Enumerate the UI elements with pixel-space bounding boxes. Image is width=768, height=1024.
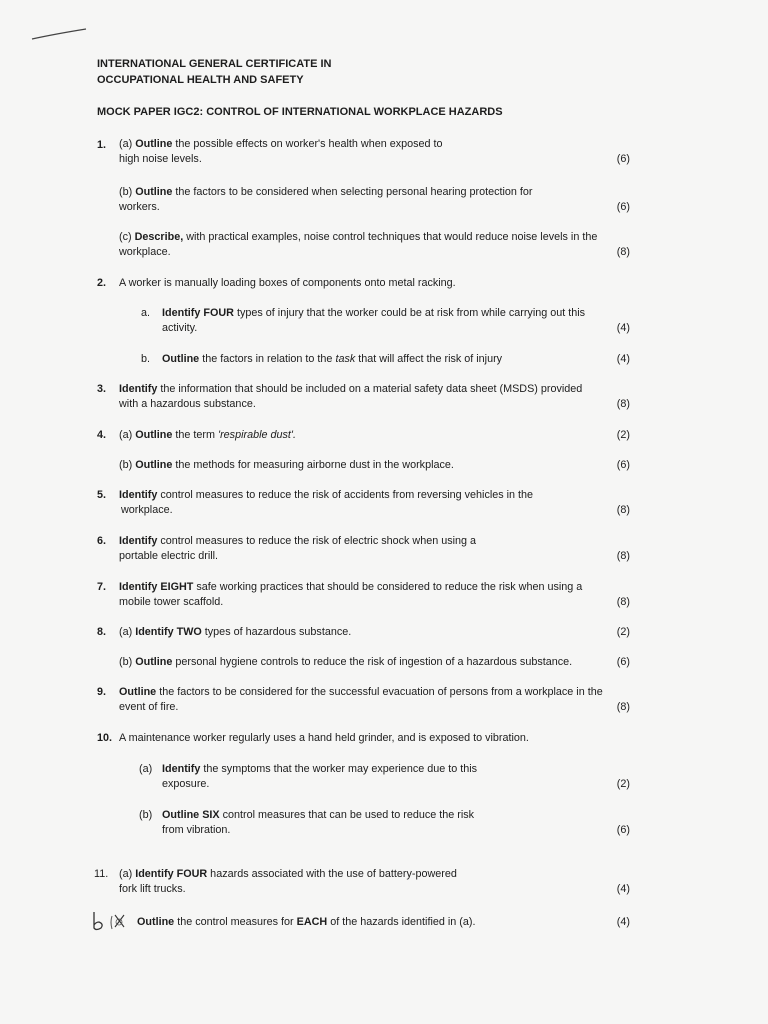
marks-label: (2) (616, 626, 630, 638)
marks-label: (8) (616, 398, 630, 410)
marks-label: (8) (616, 701, 630, 713)
marks-label: (8) (616, 550, 630, 562)
question-text: Identify EIGHT safe working practices that should be considered to reduce the risk when using a (119, 581, 583, 593)
marks-label: (2) (616, 778, 630, 790)
question-text: workplace. (121, 504, 173, 516)
marks-label: (4) (616, 916, 630, 928)
handwritten-correction-mark (90, 910, 130, 932)
question-text: (b) Outline the factors to be considered when selecting personal hearing protection for (119, 186, 533, 198)
marks-label: (8) (616, 246, 630, 258)
question-number: 1. (97, 139, 107, 151)
pen-stroke-mark (30, 26, 90, 42)
marks-label: (4) (616, 322, 630, 334)
question-text: A worker is manually loading boxes of components onto metal racking. (119, 277, 456, 289)
question-text: Identify control measures to reduce the risk of accidents from reversing vehicles in the (119, 489, 534, 501)
question-text: high noise levels. (119, 153, 202, 165)
question-text: Identify FOUR types of injury that the worker could be at risk from while carrying out this (162, 307, 586, 319)
question-number: 5. (97, 489, 107, 501)
marks-label: (6) (616, 824, 630, 836)
question-text: (b) Outline personal hygiene controls to reduce the risk of ingestion of a hazardous substance. (119, 656, 573, 668)
sub-letter: (a) (139, 763, 153, 775)
question-text: workplace. (119, 246, 171, 258)
question-number: 8. (97, 626, 107, 638)
question-text: Outline the control measures for EACH of the hazards identified in (a). (137, 916, 476, 928)
question-text: with a hazardous substance. (119, 398, 256, 410)
question-text: (a) Identify FOUR hazards associated with the use of battery-powered (119, 868, 457, 880)
question-text: A maintenance worker regularly uses a hand held grinder, and is exposed to vibration. (119, 732, 529, 744)
sub-letter: b. (141, 353, 151, 365)
marks-label: (8) (616, 596, 630, 608)
question-text: workers. (119, 201, 160, 213)
question-text: (b) Outline the methods for measuring airborne dust in the workplace. (119, 459, 454, 471)
question-text: Identify the information that should be included on a material safety data sheet (MSDS) provided (119, 383, 583, 395)
question-text: event of fire. (119, 701, 179, 713)
question-number: 4. (97, 429, 107, 441)
question-text: activity. (162, 322, 198, 334)
question-text: Outline the factors to be considered for the successful evacuation of persons from a workplace in the (119, 686, 603, 698)
question-text: Identify control measures to reduce the risk of electric shock when using a (119, 535, 477, 547)
question-number: 11. (94, 868, 109, 880)
question-text: (c) Describe, with practical examples, noise control techniques that would reduce noise levels in the (119, 231, 598, 243)
marks-label: (4) (616, 883, 630, 895)
question-number: 6. (97, 535, 107, 547)
question-text: from vibration. (162, 824, 231, 836)
certificate-title-line2: OCCUPATIONAL HEALTH AND SAFETY (97, 74, 304, 86)
marks-label: (4) (616, 353, 630, 365)
question-number: 9. (97, 686, 107, 698)
marks-label: (2) (616, 429, 630, 441)
sub-letter: (b) (139, 809, 153, 821)
sub-letter: a. (141, 307, 151, 319)
question-text: exposure. (162, 778, 210, 790)
question-number: 2. (97, 277, 107, 289)
question-text: (a) Identify TWO types of hazardous substance. (119, 626, 352, 638)
marks-label: (8) (616, 504, 630, 516)
marks-label: (6) (616, 153, 630, 165)
question-text: fork lift trucks. (119, 883, 186, 895)
question-text: mobile tower scaffold. (119, 596, 224, 608)
question-text: portable electric drill. (119, 550, 219, 562)
marks-label: (6) (616, 656, 630, 668)
question-text: Outline the factors in relation to the task that will affect the risk of injury (162, 353, 503, 365)
question-text: Outline SIX control measures that can be used to reduce the risk (162, 809, 475, 821)
question-text: Identify the symptoms that the worker may experience due to this (162, 763, 478, 775)
marks-label: (6) (616, 201, 630, 213)
certificate-title-line1: INTERNATIONAL GENERAL CERTIFICATE IN (97, 58, 332, 70)
question-number: 3. (97, 383, 107, 395)
question-text: (a) Outline the possible effects on worker's health when exposed to (119, 138, 443, 150)
question-number: 10. (97, 732, 113, 744)
marks-label: (6) (616, 459, 630, 471)
paper-title: MOCK PAPER IGC2: CONTROL OF INTERNATIONAL WORKPLACE HAZARDS (97, 106, 503, 118)
question-number: 7. (97, 581, 107, 593)
question-text: (a) Outline the term 'respirable dust'. (119, 429, 296, 441)
